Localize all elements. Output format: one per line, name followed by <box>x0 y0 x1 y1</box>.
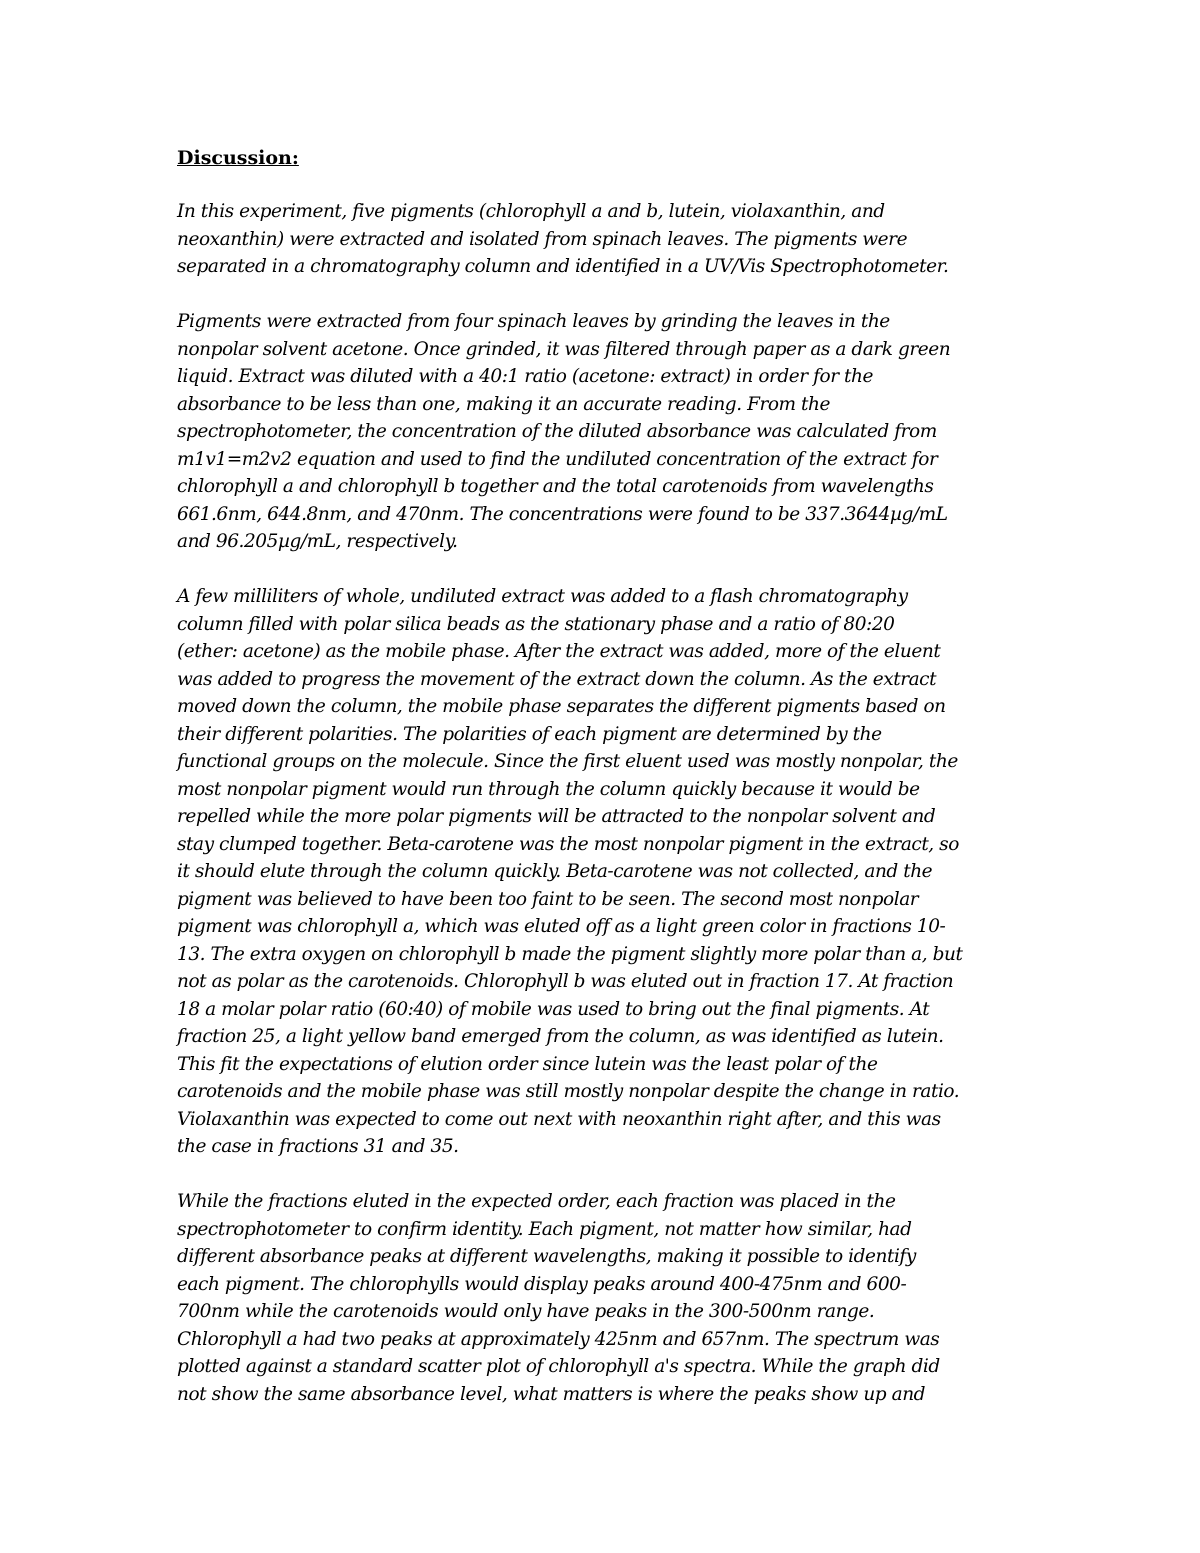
text-line: nonpolar solvent acetone. Once grinded, it was filtered through paper as a dark green <box>177 338 951 360</box>
text-line: repelled while the more polar pigments will be attracted to the nonpolar solvent and <box>177 806 936 827</box>
text-line: most nonpolar pigment would run through the column quickly because it would be <box>177 778 920 800</box>
text-line: While the fractions eluted in the expected order, each fraction was placed in the <box>177 1191 896 1212</box>
text-line: spectrophotometer to confirm identity. Each pigment, not matter how similar, had <box>177 1218 912 1240</box>
text-line: pigment was chlorophyll a, which was eluted off as a light green color in fractions 10- <box>177 916 946 937</box>
text-line: each pigment. The chlorophylls would display peaks around 400-475nm and 600- <box>177 1273 907 1295</box>
text-line: 661.6nm, 644.8nm, and 470nm. The concentrations were found to be 337.3644µg/mL <box>177 503 948 525</box>
text-line: their different polarities. The polarities of each pigment are determined by the <box>177 723 882 745</box>
text-line: neoxanthin) were extracted and isolated from spinach leaves. The pigments were <box>177 228 908 250</box>
text-line: Violaxanthin was expected to come out next with neoxanthin right after, and this was <box>177 1108 941 1130</box>
text-line: Chlorophyll a had two peaks at approximately 425nm and 657nm. The spectrum was <box>177 1328 940 1350</box>
text-line: m1v1=m2v2 equation and used to find the undiluted concentration of the extract for <box>177 448 938 470</box>
text-line: stay clumped together. Beta-carotene was the most nonpolar pigment in the extract, so <box>177 833 959 855</box>
text-line: spectrophotometer, the concentration of the diluted absorbance was calculated from <box>177 421 937 442</box>
text-line: plotted against a standard scatter plot of chlorophyll a's spectra. While the graph did <box>177 1356 940 1377</box>
paragraph-1 <box>177 198 948 281</box>
text-line: 18 a molar polar ratio (60:40) of mobile was used to bring out the final pigments. At <box>177 998 930 1020</box>
text-line: Pigments were extracted from four spinach leaves by grinding the leaves in the <box>177 311 890 332</box>
text-line: it should elute through the column quickly. Beta-carotene was not collected, and the <box>177 861 933 882</box>
text-line: carotenoids and the mobile phase was still mostly nonpolar despite the change in ratio. <box>177 1081 960 1102</box>
text-line: 13. The extra oxygen on chlorophyll b made the pigment slightly more polar than a, but <box>177 943 963 965</box>
text-line: different absorbance peaks at different wavelengths, making it possible to identify <box>177 1246 916 1267</box>
text-line: was added to progress the movement of the extract down the column. As the extract <box>177 668 937 690</box>
paragraph-2 <box>177 308 950 556</box>
text-line: 700nm while the carotenoids would only have peaks in the 300-500nm range. <box>177 1301 875 1322</box>
text-line: (ether: acetone) as the mobile phase. After the extract was added, more of the eluent <box>177 641 941 662</box>
text-line: A few milliliters of whole, undiluted extract was added to a flash chromatography <box>177 586 908 607</box>
text-line: column filled with polar silica beads as the stationary phase and a ratio of 80:20 <box>177 613 895 635</box>
text-line: separated in a chromatography column and identified in a UV/Vis Spectrophotometer. <box>177 256 949 277</box>
text-line: liquid. Extract was diluted with a 40:1 ratio (acetone: extract) in order for the <box>177 366 873 387</box>
text-line: chlorophyll a and chlorophyll b together and the total carotenoids from wavelengths <box>177 476 934 497</box>
paragraph-3 <box>177 583 962 1161</box>
text-line: This fit the expectations of elution order since lutein was the least polar of the <box>177 1053 878 1075</box>
paragraph-4 <box>177 1188 940 1408</box>
text-line: absorbance to be less than one, making it an accurate reading. From the <box>177 393 831 415</box>
text-line: functional groups on the molecule. Since the first eluent used was mostly nonpolar, the <box>177 751 958 772</box>
text-line: the case in fractions 31 and 35. <box>177 1136 459 1157</box>
text-line: not show the same absorbance level, what matters is where the peaks show up and <box>177 1383 926 1405</box>
text-line: moved down the column, the mobile phase separates the different pigments based on <box>177 696 946 717</box>
section-heading: Discussion: <box>177 147 299 169</box>
text-line: In this experiment, five pigments (chlorophyll a and b, lutein, violaxanthin, and <box>177 201 885 222</box>
text-line: and 96.205µg/mL, respectively. <box>177 531 458 552</box>
text-line: pigment was believed to have been too faint to be seen. The second most nonpolar <box>177 888 919 910</box>
text-line: not as polar as the carotenoids. Chlorophyll b was eluted out in fraction 17. At fraction <box>177 971 954 992</box>
text-line: fraction 25, a light yellow band emerged from the column, as was identified as lutein. <box>177 1026 944 1047</box>
